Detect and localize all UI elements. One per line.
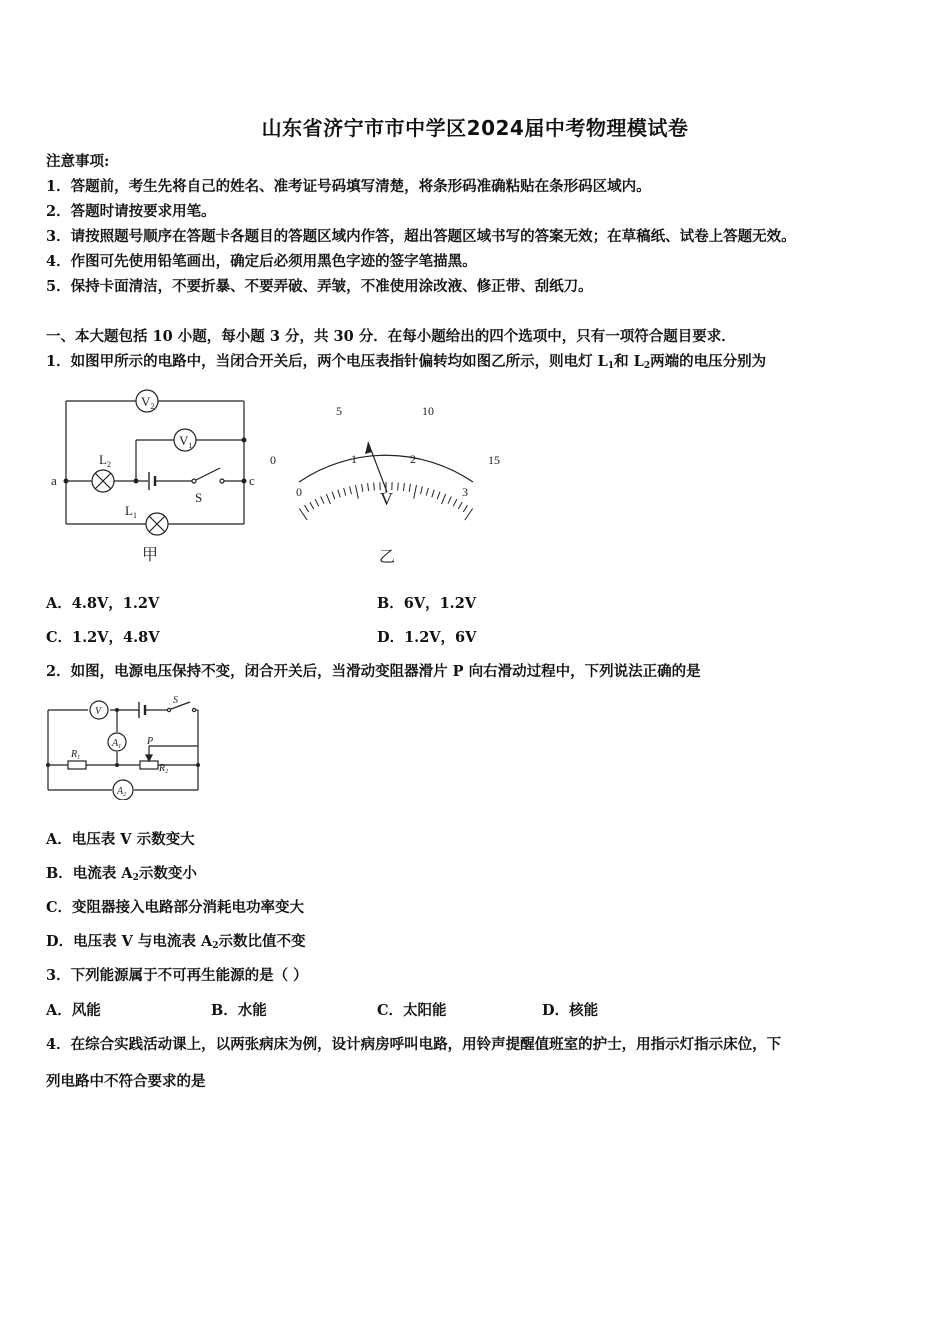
svg-text:R2: $R_2$ [159,763,169,775]
svg-text:S: S [195,490,203,505]
dial-tick [362,484,363,492]
notice-item-2: 2．答题时请按要求用笔。 [46,203,216,220]
dial-outer-10: 10 [422,404,434,418]
q3-stem: 3．下列能源属于不可再生能源的是（ ） [46,967,308,984]
dial-inner-0: 0 [296,485,302,499]
dial-tick [356,485,359,499]
dial-tick [332,492,335,500]
dial-tick [321,496,324,503]
dial-tick [305,505,309,512]
svg-text:c: c [249,473,255,488]
svg-text:V: V [95,706,102,717]
svg-text:A2: $A_2$ [117,786,127,798]
dial-tick [398,483,399,491]
dial-tick [409,484,410,492]
q2-option-c[interactable]: C．变阻器接入电路部分消耗电功率变大 [46,899,305,916]
q2-option-b[interactable]: B．电流表 $A_2$示数变小 [46,865,197,883]
notice-item-4: 4．作图可先使用铅笔画出，确定后必须用黑色字迹的签字笔描黑。 [46,253,477,270]
q4-stem-line2: 列电路中不符合要求的是 [46,1073,206,1090]
dial-tick [437,492,440,500]
dial-outer-5: 5 [336,404,342,418]
dial-tick [463,505,467,512]
dial-tick [421,486,423,494]
dial-tick [453,499,457,506]
svg-text:a: a [51,473,57,488]
svg-text:P: P [147,736,154,747]
svg-text:甲: 甲 [142,547,159,564]
dial-tick [448,496,451,503]
dial-tick [350,486,352,494]
q1-option-a[interactable]: A．4.8V，1.2V [46,595,160,612]
dial-tick [432,490,434,498]
notice-item-1: 1．答题前，考生先将自己的姓名、准考证号码填写清楚，将条形码准确粘贴在条形码区域内。 [46,178,651,195]
dial-tick [326,494,330,504]
dial-outer-0: 0 [270,453,276,467]
q2-option-d[interactable]: D．电压表 V 与电流表 $A_2$示数比值不变 [46,933,306,951]
svg-text:V1: $V_1$ [179,433,193,450]
dial-tick [368,483,369,491]
dial-tick [426,488,428,496]
q1-figure-yi [262,392,522,572]
dial-tick [299,509,307,521]
dial-tick [442,494,446,504]
dial-outer-15: 15 [488,453,500,467]
dial-tick [315,499,319,506]
dial-tick [344,488,346,496]
q3-option-b[interactable]: B．水能 [211,1002,267,1019]
notice-heading: 注意事项: [46,153,110,170]
svg-text:A1: $A_1$ [112,738,122,750]
notice-item-5: 5．保持卡面清洁，不要折暴、不要弄破、弄皱，不准使用涂改液、修正带、刮纸刀。 [46,278,593,295]
svg-text:S: S [173,695,178,706]
notice-item-3: 3．请按照题号顺序在答题卡各题目的答题区域内作答，超出答题区域书写的答案无效；在草稿纸、试卷上答题无效。 [46,228,796,245]
dial-unit: V [380,489,393,509]
section1-heading: 一、本大题包括 10 小题，每小题 3 分，共 30 分．在每小题给出的四个选项中，只有一项符合题目要求． [46,328,736,345]
q1-stem: 1．如图甲所示的电路中，当闭合开关后，两个电压表指针偏转均如图乙所示，则电灯 $L_1$和 $L_2$两端的电压分别为 [46,353,767,371]
svg-text:L2: $L_2$ [99,452,111,469]
q2-stem: 2．如图，电源电压保持不变，闭合开关后，当滑动变阻器滑片 P 向右滑动过程中，下列说法正确的是 [46,663,701,680]
dial-tick [414,485,417,499]
dial-inner-2: 2 [410,452,416,466]
figure-yi-caption: 乙 [379,549,396,566]
q1-option-b[interactable]: B．6V，1.2V [377,595,477,612]
svg-text:R1: $R_1$ [71,749,81,761]
page-title: 山东省济宁市市中学区2024届中考物理模试卷 [261,116,689,140]
q2-figure [44,694,204,800]
dial-tick [338,490,340,498]
dial-inner-1: 1 [351,452,357,466]
q2-option-a[interactable]: A．电压表 V 示数变大 [46,831,195,848]
dial-tick [465,509,473,521]
q1-option-d[interactable]: D．1.2V，6V [377,629,477,646]
q1-option-c[interactable]: C．1.2V，4.8V [46,629,160,646]
q1-figure-jia [48,388,268,568]
dial-tick [310,502,314,509]
svg-text:L1: $L_1$ [125,503,137,520]
dial-inner-3: 3 [462,485,468,499]
q3-option-a[interactable]: A．风能 [46,1002,101,1019]
dial-tick [458,502,462,509]
q4-stem-line1: 4．在综合实践活动课上，以两张病床为例，设计病房呼叫电路，用铃声提醒值班室的护士，用指示灯指示床位，下 [46,1036,782,1053]
q3-option-d[interactable]: D．核能 [542,1002,599,1019]
dial-tick [403,483,404,491]
svg-text:V2: $V_2$ [141,394,155,411]
q3-option-c[interactable]: C．太阳能 [377,1002,447,1019]
dial-tick [374,483,375,491]
